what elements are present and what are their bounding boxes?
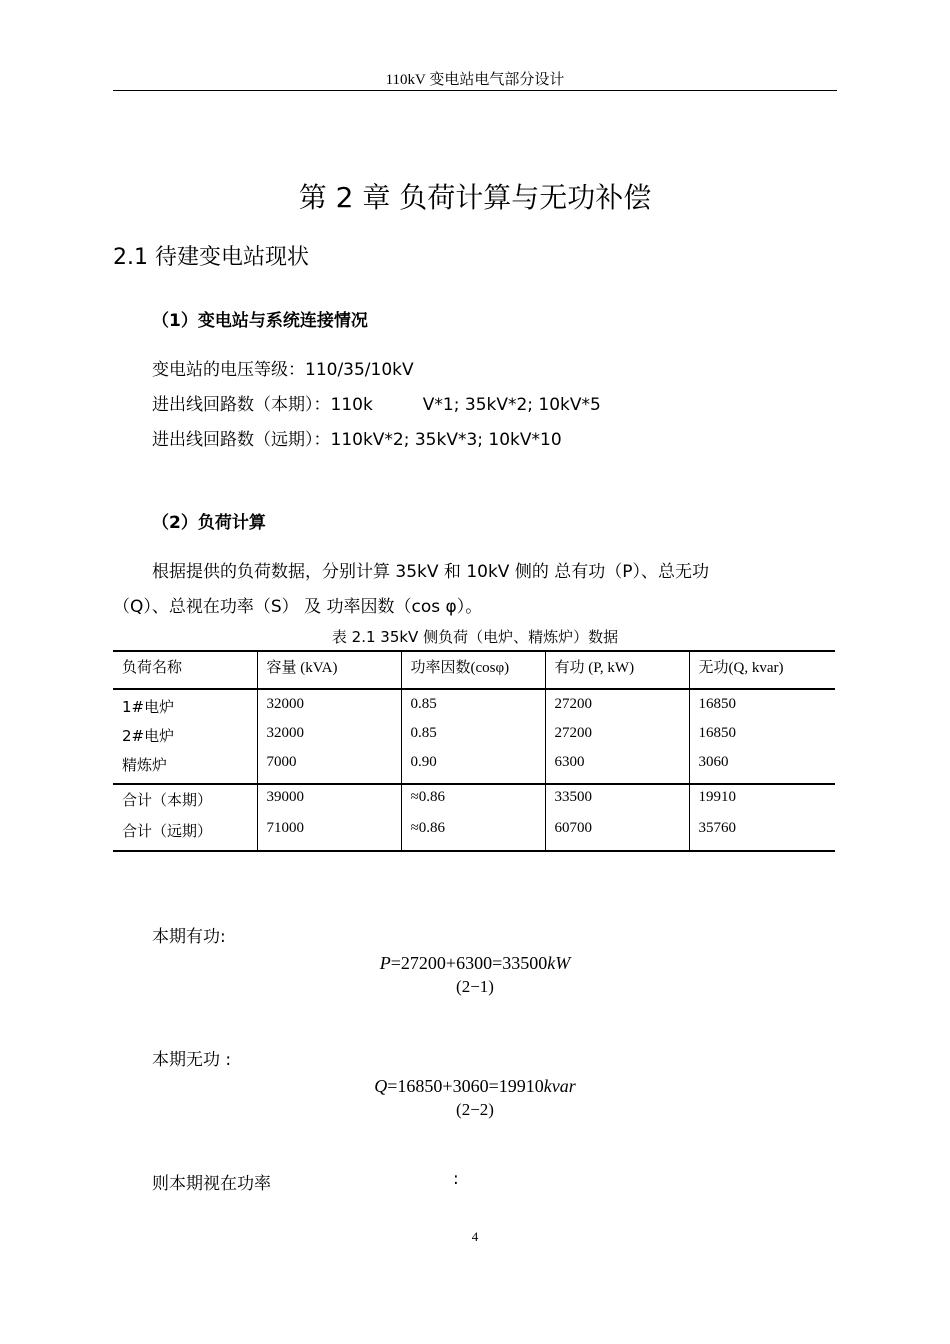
cell-power-factor: ≈0.86 [401,784,545,820]
cell-capacity: 71000 [257,820,401,851]
equation-reactive-power [0,1076,950,1097]
col-header-power-factor: 功率因数(cosφ) [401,651,545,689]
cell-active-power: 27200 [545,725,689,754]
table-row [113,725,835,754]
cell-load-name: 1#电炉 [122,698,175,716]
eq1-number: (2−1) [456,977,494,996]
subsection-heading-1: （1）变电站与系统连接情况 [152,311,368,331]
feeder-count-current-line [152,390,601,415]
feeder-count-current-part1: 进出线回路数（本期）：110k [152,395,373,415]
cell-capacity: 32000 [257,725,401,754]
cell-reactive-power: 3060 [689,754,835,784]
feeder-count-current-part2: V*1; 35kV*2; 10kV*5 [422,395,601,415]
cell-reactive-power: 35760 [689,820,835,851]
table-header-row [113,651,835,689]
eq2-number: (2−2) [456,1100,494,1119]
running-header: 110kV 变电站电气部分设计 [385,72,565,88]
apparent-power-label: 则本期视在功率 [152,1174,271,1194]
cell-load-name: 2#电炉 [122,727,175,745]
section-title: 2.1 待建变电站现状 [113,245,309,270]
cell-total-label: 合计（本期） [113,784,257,820]
cell-reactive-power: 16850 [689,689,835,725]
eq2-expression: =16850+3060=19910 [387,1076,544,1096]
cell-power-factor: 0.85 [401,725,545,754]
cell-power-factor: 0.85 [401,689,545,725]
equation-active-power [0,953,950,974]
table-row [113,754,835,784]
feeder-count-future-line: 进出线回路数（远期）：110kV*2; 35kV*3; 10kV*10 [152,430,562,450]
cell-active-power: 33500 [545,784,689,820]
cell-active-power: 27200 [545,689,689,725]
cell-active-power: 60700 [545,820,689,851]
paragraph-line-1: 根据提供的负荷数据，分别计算 35kV 和 10kV 侧的 总有功（P）、总无功 [152,562,709,582]
col-header-capacity: 容量 (kVA) [257,651,401,689]
eq1-variable: P [379,953,391,973]
paragraph-line-2: （Q）、总视在功率（S） 及 功率因数（cos φ）。 [113,597,483,617]
cell-load-name: 精炼炉 [122,756,168,774]
eq2-label: 本期无功 : [152,1050,232,1070]
apparent-power-colon: : [453,1169,459,1189]
col-header-name: 负荷名称 [113,651,257,689]
cell-power-factor: 0.90 [401,754,545,784]
header-rule [113,90,837,91]
cell-power-factor: ≈0.86 [401,820,545,851]
col-header-active-power: 有功 (P, kW) [545,651,689,689]
cell-reactive-power: 16850 [689,725,835,754]
chapter-title: 第 2 章 负荷计算与无功补偿 [298,181,652,214]
eq2-variable: Q [374,1076,388,1096]
load-table [113,650,835,852]
eq2-unit: kvar [543,1076,576,1096]
table-row [113,689,835,725]
cell-active-power: 6300 [545,754,689,784]
table-caption: 表 2.1 35kV 侧负荷（电炉、精炼炉）数据 [331,628,619,646]
cell-capacity: 7000 [257,754,401,784]
total-row-future [113,820,835,851]
eq1-unit: kW [547,953,571,973]
eq1-expression: =27200+6300=33500 [390,953,548,973]
cell-reactive-power: 19910 [689,784,835,820]
voltage-level-line: 变电站的电压等级：110/35/10kV [152,360,414,380]
subsection-heading-2: （2）负荷计算 [152,513,266,533]
cell-capacity: 32000 [257,689,401,725]
cell-total-label: 合计（远期） [113,820,257,851]
eq1-label: 本期有功: [152,927,226,947]
page-number: 4 [471,1229,479,1244]
total-row-current [113,784,835,820]
cell-capacity: 39000 [257,784,401,820]
col-header-reactive-power: 无功(Q, kvar) [689,651,835,689]
